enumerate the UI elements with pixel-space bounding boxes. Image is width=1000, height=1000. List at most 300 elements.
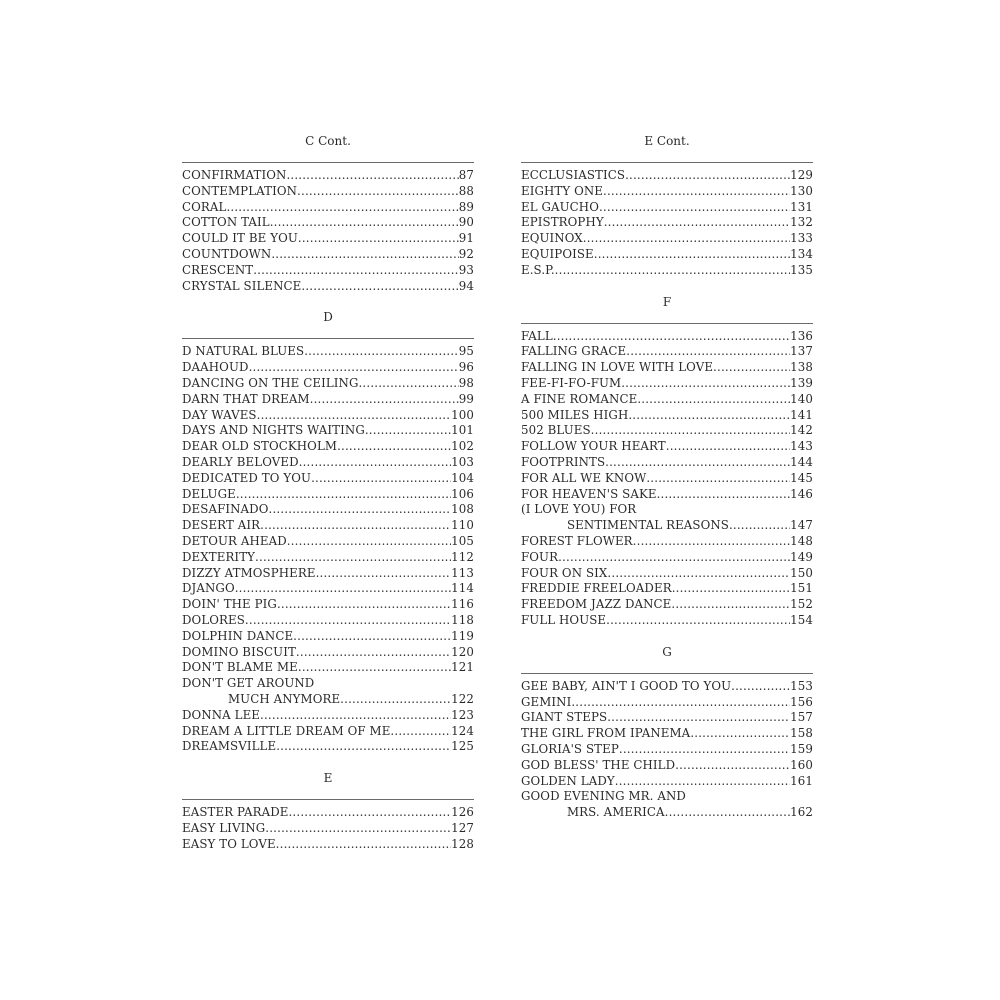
entry-title: 500 MILES HIGH: [521, 407, 629, 422]
toc-entry: [182, 231, 474, 247]
entry-title: EL GAUCHO: [521, 199, 599, 214]
dot-leader: [316, 566, 452, 582]
toc-entry: [521, 200, 813, 216]
dot-leader: [607, 710, 790, 726]
dot-leader: [277, 597, 451, 613]
entry-page-number: 114: [451, 581, 474, 596]
toc-entry: [521, 168, 813, 184]
section-e: [182, 770, 474, 852]
entry-title: FALLING IN LOVE WITH LOVE: [521, 360, 714, 375]
entry-title: SENTIMENTAL REASONS: [567, 518, 729, 533]
dot-leader: [633, 534, 791, 550]
entry-page-number: 105: [451, 533, 474, 548]
dot-leader: [288, 805, 451, 821]
toc-entry: [521, 502, 813, 518]
entry-title: DESERT AIR: [182, 518, 261, 533]
toc-entry: [521, 581, 813, 597]
entry-title: GOD BLESS' THE CHILD: [521, 757, 676, 772]
dot-leader: [558, 550, 790, 566]
toc-entry: [521, 392, 813, 408]
entry-title: COTTON TAIL: [182, 215, 270, 230]
entry-page-number: 142: [790, 423, 813, 438]
toc-entry: [182, 660, 474, 676]
entry-title: FOUR ON SIX: [521, 565, 608, 580]
toc-entry: [182, 805, 474, 821]
toc-entry: [521, 439, 813, 455]
entry-page-number: 108: [451, 502, 474, 517]
left-column: [182, 133, 474, 852]
entry-title: DOIN' THE PIG: [182, 597, 277, 612]
toc-entry: [521, 726, 813, 742]
entry-title: FOR HEAVEN'S SAKE: [521, 486, 657, 501]
entry-page-number: 125: [451, 739, 474, 754]
entry-page-number: 113: [451, 565, 474, 580]
dot-leader: [299, 455, 452, 471]
dot-leader: [276, 739, 451, 755]
entry-title: GOLDEN LADY: [521, 773, 615, 788]
section-rule: [521, 673, 813, 674]
entry-title: EASY LIVING: [182, 820, 266, 835]
entry-title: DELUGE: [182, 486, 236, 501]
toc-entry: [182, 708, 474, 724]
entry-page-number: 133: [790, 231, 813, 246]
toc-entry: [182, 200, 474, 216]
entry-page-number: 161: [790, 773, 813, 788]
entry-list: [521, 329, 813, 629]
toc-entry: [521, 695, 813, 711]
entry-title: CONTEMPLATION: [182, 183, 298, 198]
dot-leader: [249, 360, 459, 376]
section-heading: E Cont.: [644, 134, 690, 148]
toc-entry: [182, 534, 474, 550]
entry-title: DEAR OLD STOCKHOLM: [182, 439, 338, 454]
dot-leader: [304, 344, 459, 360]
entry-page-number: 99: [458, 391, 474, 406]
entry-page-number: 134: [790, 246, 813, 261]
entry-title: (I LOVE YOU) FOR: [521, 502, 637, 517]
toc-entry: [521, 789, 813, 805]
entry-list: [521, 679, 813, 821]
dot-leader: [390, 724, 451, 740]
entry-page-number: 145: [790, 470, 813, 485]
entry-page-number: 91: [458, 231, 474, 246]
entry-title: THE GIRL FROM IPANEMA: [521, 726, 691, 741]
dot-leader: [287, 534, 451, 550]
toc-entry: [521, 231, 813, 247]
entry-title: 502 BLUES: [521, 423, 591, 438]
toc-entry: [182, 739, 474, 755]
entry-title: DOMINO BISCUIT: [182, 644, 296, 659]
entry-page-number: 121: [451, 660, 474, 675]
entry-title: DEDICATED TO YOU: [182, 470, 312, 485]
entry-page-number: 149: [790, 549, 813, 564]
toc-entry: [182, 376, 474, 392]
dot-leader: [311, 471, 451, 487]
entry-page-number: 130: [790, 183, 813, 198]
entry-page-number: 150: [790, 565, 813, 580]
dot-leader: [245, 613, 451, 629]
toc-entry: [182, 263, 474, 279]
dot-leader: [265, 821, 451, 837]
toc-entry: [521, 423, 813, 439]
entry-title: A FINE ROMANCE: [521, 391, 638, 406]
toc-entry: [521, 329, 813, 345]
dot-leader: [553, 329, 790, 345]
entry-page-number: 116: [451, 597, 474, 612]
dot-leader: [297, 184, 459, 200]
entry-title: CRESCENT: [182, 262, 254, 277]
entry-page-number: 106: [451, 486, 474, 501]
section-c-cont: [182, 133, 474, 294]
section-rule: [521, 323, 813, 324]
entry-title: EASTER PARADE: [182, 805, 289, 820]
section-d: [182, 309, 474, 755]
dot-leader: [257, 408, 452, 424]
toc-entry: [182, 423, 474, 439]
entry-page-number: 131: [790, 199, 813, 214]
entry-page-number: 160: [790, 757, 813, 772]
dot-leader: [637, 392, 790, 408]
dot-leader: [628, 408, 790, 424]
entry-page-number: 144: [790, 454, 813, 469]
dot-leader: [594, 247, 790, 263]
entry-title: DEARLY BELOVED: [182, 454, 299, 469]
entry-page-number: 93: [458, 262, 474, 277]
toc-entry: [521, 710, 813, 726]
dot-leader: [235, 581, 451, 597]
toc-entry: [521, 360, 813, 376]
toc-entry: [182, 439, 474, 455]
entry-page-number: 158: [790, 726, 813, 741]
entry-page-number: 139: [790, 375, 813, 390]
entry-title: DAYS AND NIGHTS WAITING: [182, 423, 365, 438]
dot-leader: [255, 550, 451, 566]
dot-leader: [337, 439, 451, 455]
entry-page-number: 103: [451, 454, 474, 469]
toc-entry: [182, 692, 474, 708]
entry-page-number: 136: [790, 328, 813, 343]
entry-list: [182, 168, 474, 294]
entry-title: EPISTROPHY: [521, 215, 604, 230]
entry-page-number: 101: [451, 423, 474, 438]
toc-entry: [521, 247, 813, 263]
dot-leader: [555, 263, 791, 279]
entry-title: FOR ALL WE KNOW: [521, 470, 647, 485]
entry-title: DETOUR AHEAD: [182, 533, 287, 548]
toc-entry: [182, 168, 474, 184]
entry-title: CONFIRMATION: [182, 168, 287, 182]
toc-entry: [182, 724, 474, 740]
section-rule: [521, 162, 813, 163]
dot-leader: [260, 518, 451, 534]
toc-entry: [182, 471, 474, 487]
dot-leader: [672, 581, 790, 597]
entry-page-number: 148: [790, 533, 813, 548]
dot-leader: [665, 805, 791, 821]
toc-entry: [521, 742, 813, 758]
toc-entry: [182, 629, 474, 645]
entry-list: [182, 344, 474, 755]
entry-page-number: 143: [790, 439, 813, 454]
toc-entry: [521, 263, 813, 279]
entry-page-number: 96: [458, 360, 474, 375]
entry-title: FULL HOUSE: [521, 612, 607, 627]
section-e-cont: [521, 133, 813, 279]
entry-title: EIGHTY ONE: [521, 183, 603, 198]
dot-leader: [270, 215, 459, 231]
dot-leader: [269, 502, 452, 518]
entry-page-number: 154: [790, 612, 813, 627]
entry-title: DIZZY ATMOSPHERE: [182, 565, 316, 580]
entry-title: GLORIA'S STEP: [521, 741, 619, 756]
toc-entry: [182, 344, 474, 360]
toc-entry: [182, 837, 474, 853]
entry-page-number: 162: [790, 805, 813, 820]
entry-title: GOOD EVENING MR. AND: [521, 789, 686, 804]
toc-entry: [521, 534, 813, 550]
dot-leader: [591, 423, 791, 439]
dot-leader: [729, 518, 790, 534]
section-heading: C Cont.: [305, 134, 351, 148]
dot-leader: [690, 726, 790, 742]
toc-entry: [521, 597, 813, 613]
entry-title: FREDDIE FREELOADER: [521, 581, 672, 596]
toc-entry: [182, 566, 474, 582]
entry-title: FREEDOM JAZZ DANCE: [521, 597, 672, 612]
entry-page-number: 128: [451, 836, 474, 851]
entry-title: FEE-FI-FO-FUM: [521, 375, 622, 390]
entry-page-number: 129: [790, 168, 813, 182]
toc-entry: [521, 758, 813, 774]
entry-title: DESAFINADO: [182, 502, 269, 517]
dot-leader: [271, 247, 458, 263]
entry-title: FOLLOW YOUR HEART: [521, 439, 666, 454]
toc-entry: [521, 487, 813, 503]
toc-entry: [182, 408, 474, 424]
entry-page-number: 100: [451, 407, 474, 422]
dot-leader: [296, 645, 451, 661]
toc-entry: [521, 805, 813, 821]
entry-page-number: 89: [458, 199, 474, 214]
toc-entry: [521, 774, 813, 790]
entry-page-number: 88: [458, 183, 474, 198]
entry-list: [182, 805, 474, 852]
toc-entry: [182, 455, 474, 471]
entry-title: EQUIPOISE: [521, 246, 594, 261]
entry-title: EQUINOX: [521, 231, 583, 246]
entry-title: FALL: [521, 328, 553, 343]
toc-entry: [521, 613, 813, 629]
entry-page-number: 124: [451, 723, 474, 738]
dot-leader: [236, 487, 451, 503]
toc-entry: [182, 550, 474, 566]
toc-entry: [182, 247, 474, 263]
entry-title: DJANGO: [182, 581, 235, 596]
entry-page-number: 141: [790, 407, 813, 422]
dot-leader: [671, 597, 790, 613]
entry-page-number: 140: [790, 391, 813, 406]
entry-title: COUNTDOWN: [182, 246, 272, 261]
entry-page-number: 146: [790, 486, 813, 501]
dot-leader: [606, 613, 790, 629]
toc-entry: [521, 344, 813, 360]
toc-entry: [182, 821, 474, 837]
toc-entry: [521, 215, 813, 231]
dot-leader: [619, 742, 790, 758]
section-heading: E: [323, 771, 333, 786]
entry-title: DONNA LEE: [182, 707, 261, 722]
dot-leader: [646, 471, 790, 487]
dot-leader: [731, 679, 790, 695]
entry-title: GIANT STEPS: [521, 710, 608, 725]
entry-title: CRYSTAL SILENCE: [182, 278, 302, 293]
toc-entry: [182, 676, 474, 692]
entry-page-number: 137: [790, 344, 813, 359]
dot-leader: [301, 279, 458, 295]
entry-page-number: 118: [451, 612, 474, 627]
entry-title: DON'T GET AROUND: [182, 676, 315, 691]
entry-page-number: 151: [790, 581, 813, 596]
entry-page-number: 135: [790, 262, 813, 277]
entry-page-number: 92: [458, 246, 474, 261]
dot-leader: [253, 263, 459, 279]
dot-leader: [358, 376, 458, 392]
toc-entry: [182, 279, 474, 295]
entry-title: MRS. AMERICA: [567, 805, 665, 820]
entry-title: DEXTERITY: [182, 549, 256, 564]
entry-title: DOLORES: [182, 612, 245, 627]
toc-entry: [521, 184, 813, 200]
entry-title: FALLING GRACE: [521, 344, 627, 359]
dot-leader: [226, 200, 458, 216]
entry-page-number: 147: [790, 518, 813, 533]
section-f: [521, 294, 813, 629]
toc-entry: [182, 581, 474, 597]
section-heading: D: [323, 310, 333, 325]
toc-entry: [521, 550, 813, 566]
entry-title: EASY TO LOVE: [182, 836, 276, 851]
entry-title: COULD IT BE YOU: [182, 231, 298, 246]
toc-entry: [521, 471, 813, 487]
toc-entry: [182, 502, 474, 518]
entry-page-number: 127: [451, 820, 474, 835]
entry-page-number: 98: [458, 375, 474, 390]
dot-leader: [599, 200, 790, 216]
entry-page-number: 102: [451, 439, 474, 454]
entry-title: D NATURAL BLUES: [182, 344, 305, 359]
toc-entry: [182, 487, 474, 503]
dot-leader: [604, 215, 790, 231]
dot-leader: [583, 231, 790, 247]
entry-title: DREAM A LITTLE DREAM OF ME: [182, 723, 391, 738]
right-column: [521, 133, 813, 821]
entry-title: FOOTPRINTS: [521, 454, 606, 469]
dot-leader: [657, 487, 791, 503]
entry-page-number: 138: [790, 360, 813, 375]
dot-leader: [626, 344, 790, 360]
toc-entry: [182, 613, 474, 629]
section-heading: F: [662, 294, 672, 309]
entry-title: GEE BABY, AIN'T I GOOD TO YOU: [521, 678, 732, 693]
dot-leader: [571, 695, 790, 711]
section-rule: [182, 162, 474, 163]
dot-leader: [298, 231, 459, 247]
dot-leader: [607, 566, 790, 582]
entry-page-number: 159: [790, 741, 813, 756]
dot-leader: [713, 360, 790, 376]
entry-title: DARN THAT DREAM: [182, 391, 310, 406]
entry-page-number: 122: [451, 691, 474, 706]
entry-page-number: 110: [451, 518, 474, 533]
toc-entry: [182, 392, 474, 408]
section-g: [521, 644, 813, 821]
dot-leader: [310, 392, 459, 408]
entry-page-number: 119: [451, 628, 474, 643]
dot-leader: [276, 837, 452, 853]
entry-list: [521, 168, 813, 279]
entry-title: DON'T BLAME ME: [182, 660, 298, 675]
entry-title: DANCING ON THE CEILING: [182, 375, 359, 390]
section-rule: [182, 338, 474, 339]
dot-leader: [365, 423, 451, 439]
dot-leader: [621, 376, 790, 392]
entry-page-number: 153: [790, 678, 813, 693]
entry-page-number: 104: [451, 470, 474, 485]
entry-page-number: 132: [790, 215, 813, 230]
entry-title: FOUR: [521, 549, 559, 564]
entry-page-number: 95: [458, 344, 474, 359]
dot-leader: [605, 455, 790, 471]
toc-entry: [521, 679, 813, 695]
entry-page-number: 123: [451, 707, 474, 722]
entry-title: DAAHOUD: [182, 360, 249, 375]
dot-leader: [615, 774, 790, 790]
toc-entry: [521, 376, 813, 392]
entry-title: MUCH ANYMORE: [228, 691, 341, 706]
section-rule: [182, 799, 474, 800]
entry-title: FOREST FLOWER: [521, 533, 633, 548]
entry-page-number: 120: [451, 644, 474, 659]
entry-page-number: 126: [451, 805, 474, 820]
toc-entry: [182, 360, 474, 376]
toc-entry: [521, 518, 813, 534]
entry-page-number: 94: [458, 278, 474, 293]
toc-entry: [182, 184, 474, 200]
dot-leader: [666, 439, 790, 455]
dot-leader: [603, 184, 790, 200]
entry-page-number: 152: [790, 597, 813, 612]
dot-leader: [675, 758, 790, 774]
entry-title: DOLPHIN DANCE: [182, 628, 294, 643]
toc-entry: [182, 645, 474, 661]
dot-leader: [260, 708, 451, 724]
entry-title: DREAMSVILLE: [182, 739, 277, 754]
dot-leader: [625, 168, 790, 184]
entry-title: ECCLUSIASTICS: [521, 168, 626, 182]
entry-title: DAY WAVES: [182, 407, 257, 422]
section-heading: G: [662, 644, 672, 659]
dot-leader: [293, 629, 451, 645]
toc-entry: [182, 215, 474, 231]
entry-page-number: 157: [790, 710, 813, 725]
entry-title: GEMINI: [521, 694, 572, 709]
entry-page-number: 112: [451, 549, 474, 564]
toc-entry: [521, 455, 813, 471]
entry-page-number: 90: [458, 215, 474, 230]
toc-entry: [521, 408, 813, 424]
toc-entry: [521, 566, 813, 582]
entry-page-number: 87: [458, 168, 474, 182]
